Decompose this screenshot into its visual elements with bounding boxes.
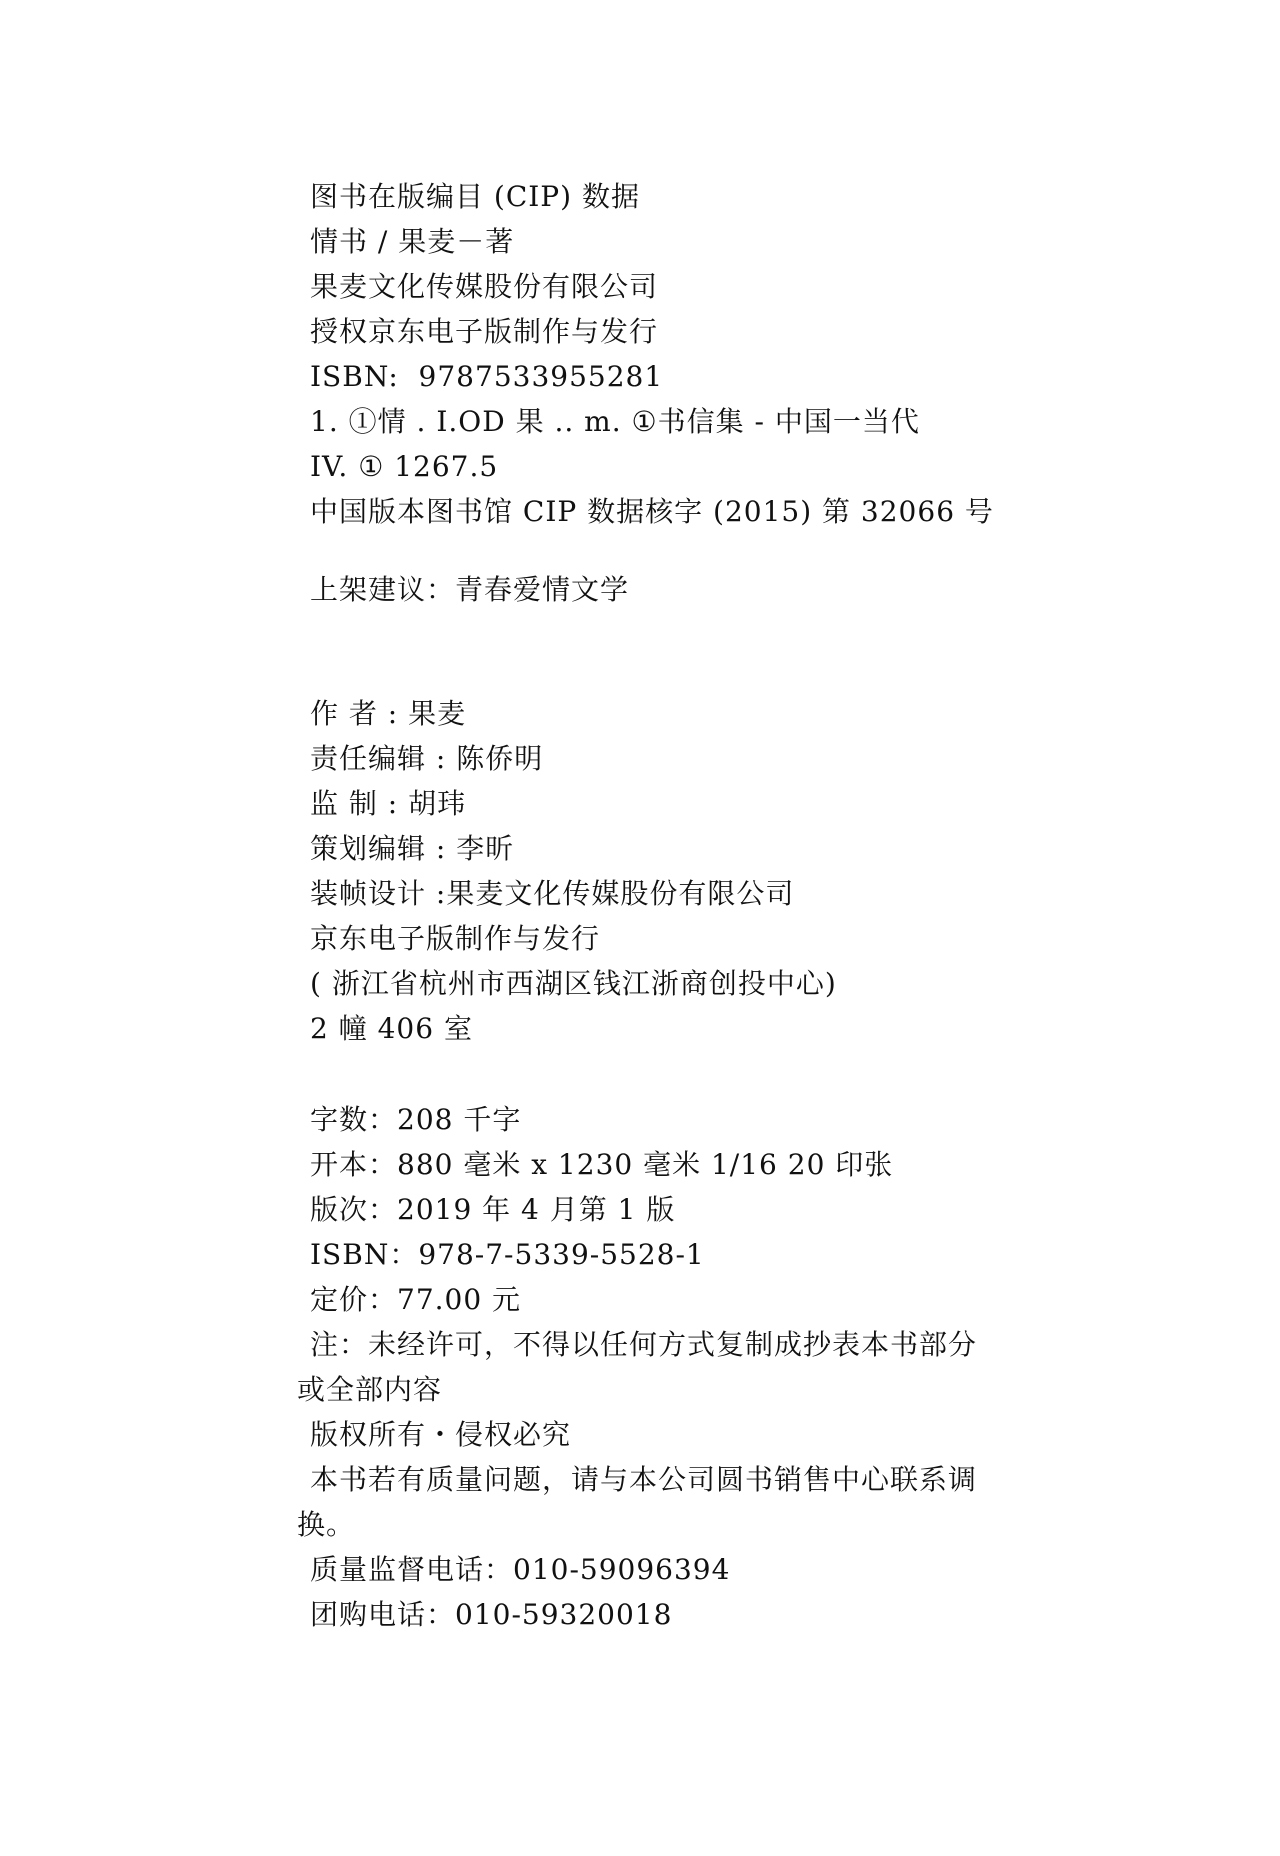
spec-quality-phone: 质量监督电话：010-59096394 bbox=[310, 1553, 731, 1586]
credit-supervisor: 监 制 : 胡玮 bbox=[310, 787, 467, 820]
cip-isbn: ISBN: 9787533955281 bbox=[310, 360, 664, 393]
spec-group-phone: 团购电话：010-59320018 bbox=[310, 1598, 673, 1631]
spec-format: 开本：880 毫米 x 1230 毫米 1/16 20 印张 bbox=[310, 1148, 894, 1181]
cip-authorization: 授权京东电子版制作与发行 bbox=[310, 315, 659, 348]
cip-classification-2: IV. ① 1267.5 bbox=[310, 450, 499, 483]
credit-address-1: ( 浙江省杭州市西湖区钱江浙商创投中心) bbox=[310, 967, 837, 1000]
spec-quality-1: 本书若有质量问题，请与本公司圆书销售中心联系调 bbox=[310, 1463, 978, 1496]
credit-address-2: 2 幢 406 室 bbox=[310, 1012, 473, 1045]
cip-publisher: 果麦文化传媒股份有限公司 bbox=[310, 270, 659, 303]
spec-copyright: 版权所有・侵权必究 bbox=[310, 1418, 572, 1451]
credit-planning-editor: 策划编辑 : 李昕 bbox=[310, 832, 515, 865]
credit-editor: 责任编辑 : 陈侨明 bbox=[310, 742, 544, 775]
spec-note-2: 或全部内容 bbox=[297, 1373, 443, 1406]
spec-word-count: 字数：208 千字 bbox=[310, 1103, 522, 1136]
cip-number: 中国版本图书馆 CIP 数据核字 (2015) 第 32066 号 bbox=[310, 495, 994, 528]
credit-production: 京东电子版制作与发行 bbox=[310, 922, 601, 955]
cip-classification-1: 1. ①情 . I.OD 果 .. m. ①书信集 - 中国一当代 bbox=[310, 405, 920, 438]
credit-design: 装帧设计 :果麦文化传媒股份有限公司 bbox=[310, 877, 795, 910]
spec-isbn: ISBN：978-7-5339-5528-1 bbox=[310, 1238, 705, 1271]
spec-note-1: 注：未经许可，不得以任何方式复制成抄表本书部分 bbox=[310, 1328, 978, 1361]
credit-author: 作 者 : 果麦 bbox=[310, 697, 467, 730]
cip-title-author: 情书 / 果麦－著 bbox=[310, 225, 515, 258]
spec-price: 定价：77.00 元 bbox=[310, 1283, 522, 1316]
spec-quality-2: 换。 bbox=[297, 1508, 356, 1541]
cip-heading: 图书在版编目 (CIP) 数据 bbox=[310, 180, 640, 213]
shelving-suggestion: 上架建议：青春爱情文学 bbox=[310, 573, 630, 606]
spec-edition: 版次：2019 年 4 月第 1 版 bbox=[310, 1193, 676, 1226]
